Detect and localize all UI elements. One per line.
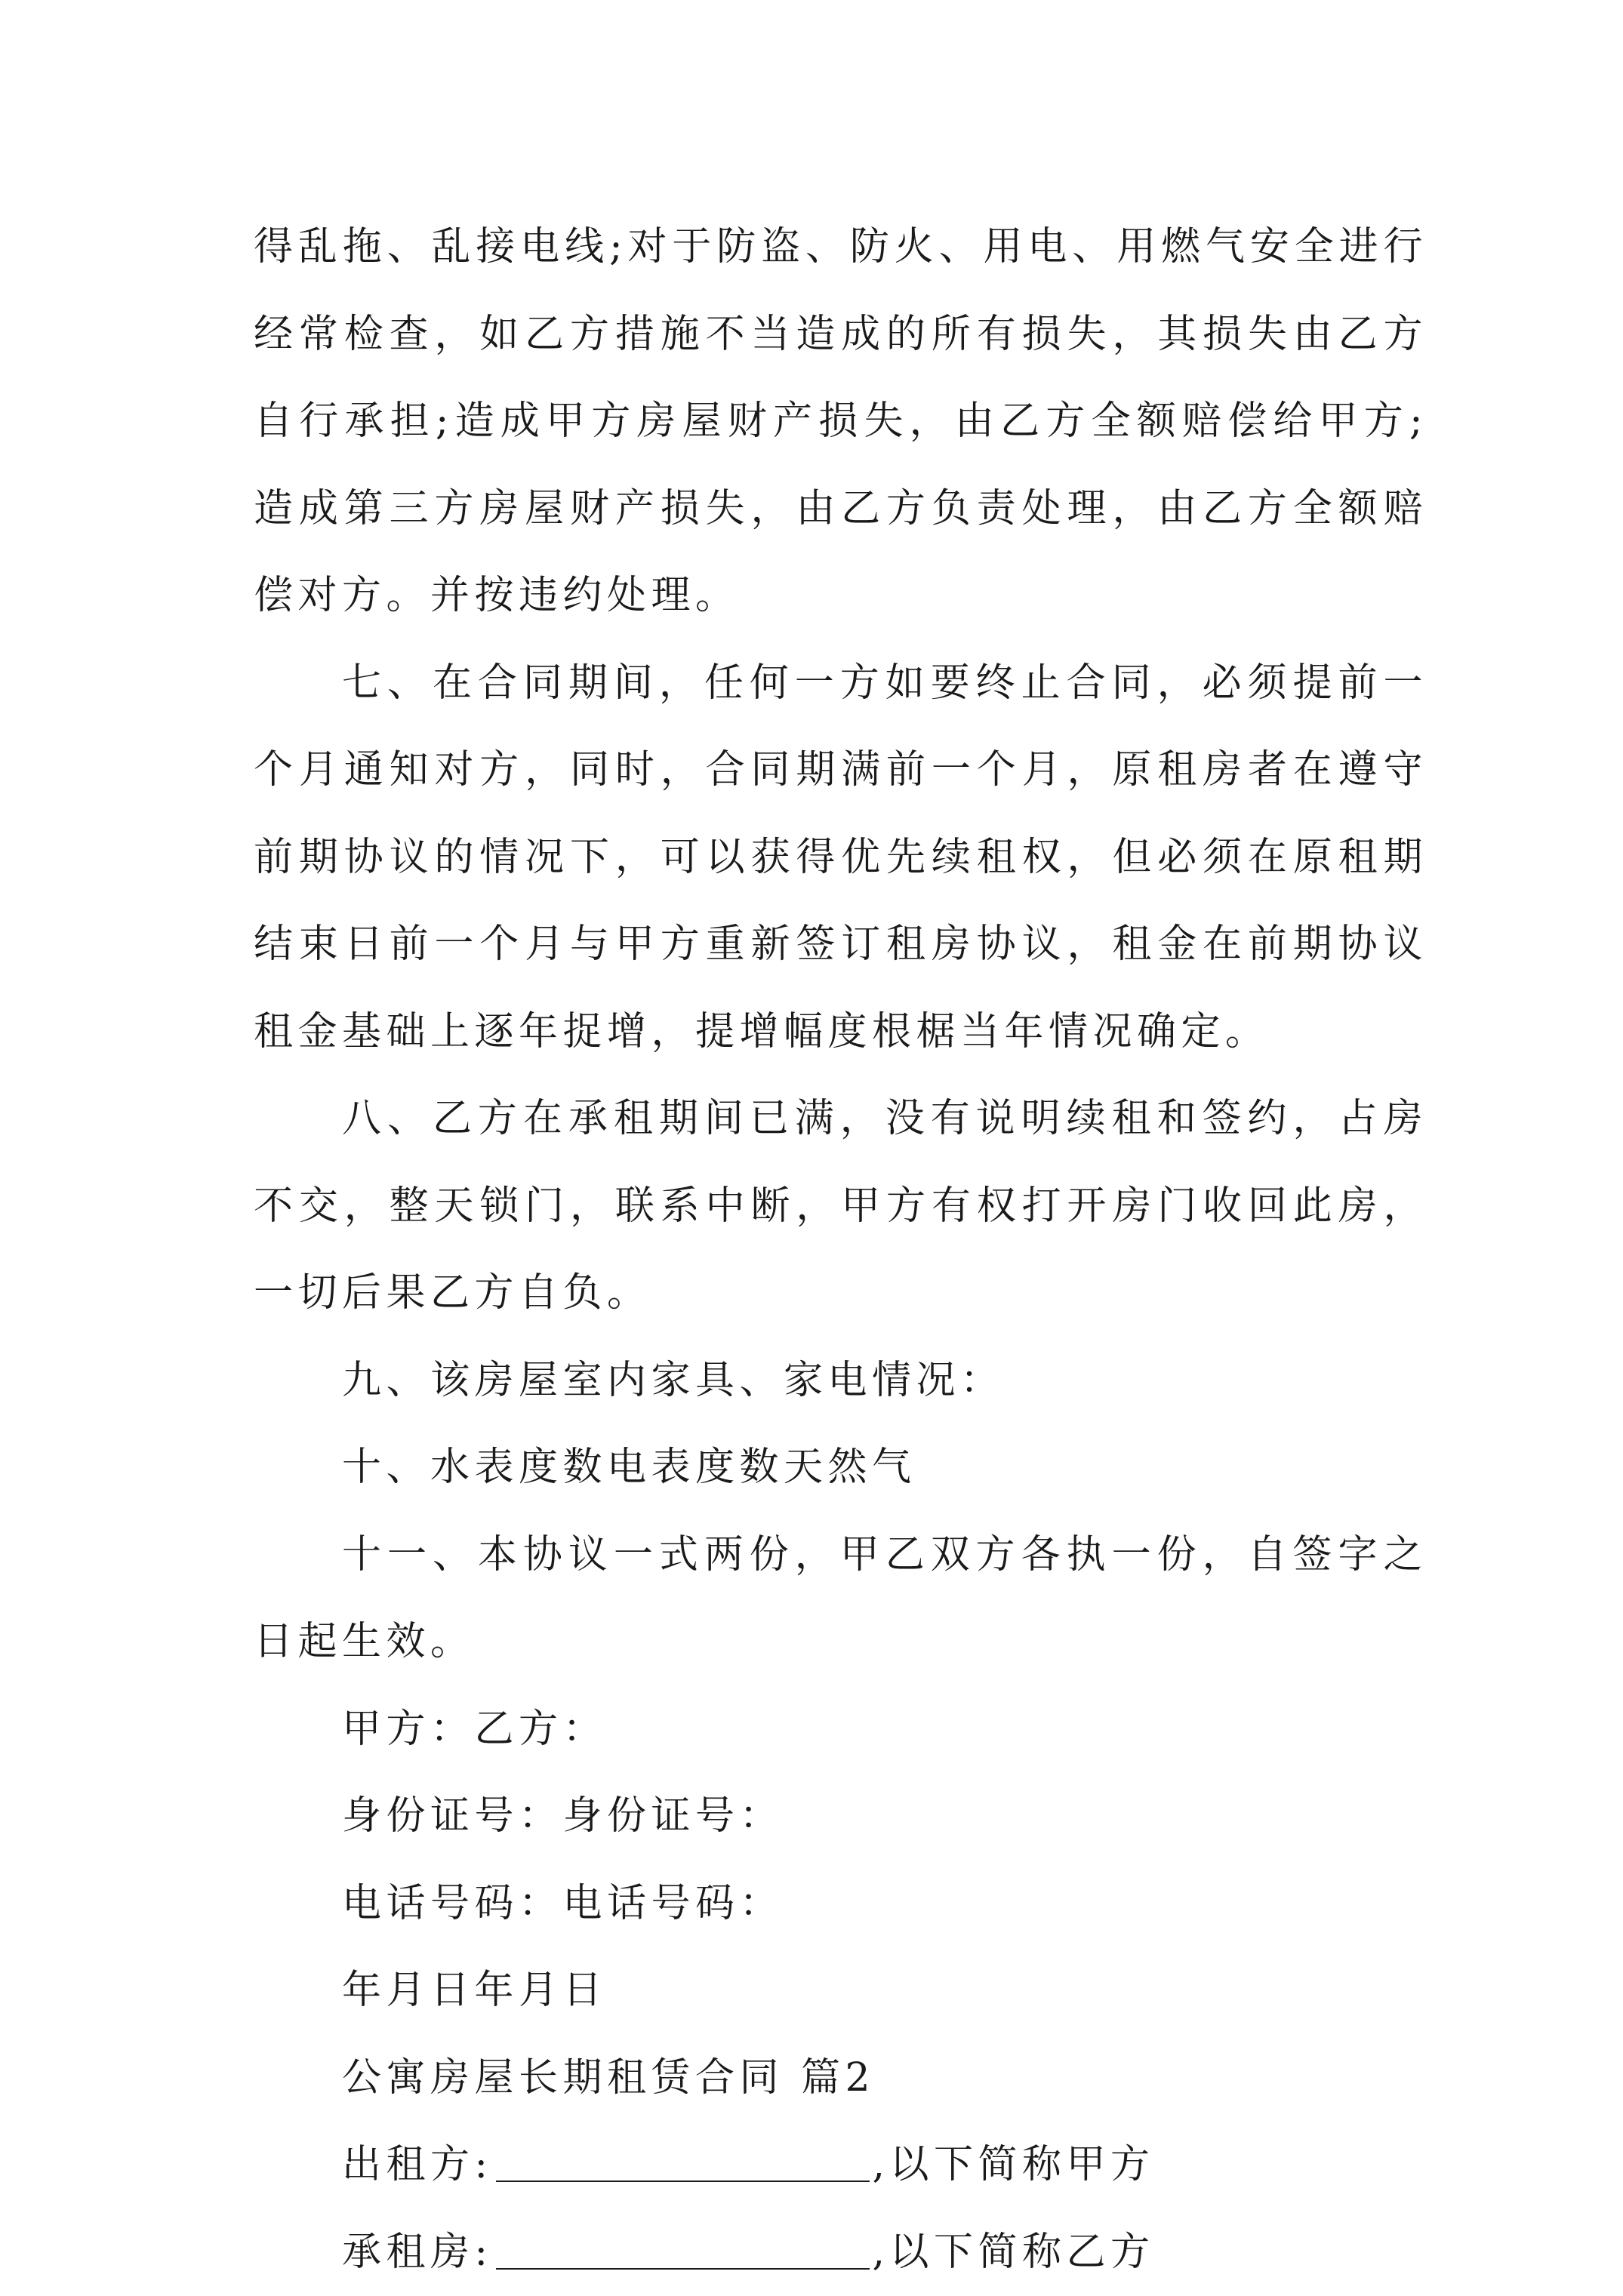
paragraph-clause-9: 九、该房屋室内家具、家电情况： [254, 1337, 1427, 1425]
lessee-blank [496, 2229, 870, 2270]
paragraph-clause-8: 八、乙方在承租期间已满，没有说明续租和签约，占房不交，整天锁门，联系中断，甲方有权打开房门收回此房，一切后果乙方自负。 [254, 1076, 1427, 1337]
lessee-label: 承租房: [342, 2230, 493, 2275]
section-title: 公寓房屋长期租赁合同 篇2 [254, 2035, 1427, 2122]
lessor-blank [496, 2141, 870, 2182]
lessor-field-line [254, 2122, 1427, 2209]
paragraph-continuation: 得乱拖、乱接电线;对于防盗、防火、用电、用燃气安全进行经常检查，如乙方措施不当造成的所有损失，其损失由乙方自行承担;造成甲方房屋财产损失，由乙方全额赔偿给甲方;造成第三方房屋财产损失，由乙方负责处理，由乙方全额赔偿对方。并按违约处理。 [254, 204, 1427, 640]
signature-date-line: 年月日年月日 [254, 1947, 1427, 2035]
signature-id-line: 身份证号：身份证号： [254, 1773, 1427, 1860]
lessor-suffix: ,以下简称甲方 [873, 2142, 1155, 2187]
document-body [254, 204, 1427, 2296]
lessor-label: 出租方: [342, 2142, 493, 2187]
signature-phone-line: 电话号码：电话号码： [254, 1860, 1427, 1948]
lessee-suffix: ,以下简称乙方 [873, 2230, 1155, 2275]
paragraph-clause-7: 七、在合同期间，任何一方如要终止合同，必须提前一个月通知对方，同时，合同期满前一个月，原租房者在遵守前期协议的情况下，可以获得优先续租权，但必须在原租期结束日前一个月与甲方重新签订租房协议，租金在前期协议租金基础上逐年捉增，提增幅度根椐当年情况确定。 [254, 640, 1427, 1076]
paragraph-clause-11: 十一、本协议一式两份，甲乙双方各执一份，自签字之日起生效。 [254, 1512, 1427, 1686]
paragraph-clause-10: 十、水表度数电表度数天然气 [254, 1424, 1427, 1512]
lessee-field-line [254, 2209, 1427, 2296]
signature-parties-line: 甲方：乙方： [254, 1686, 1427, 1774]
